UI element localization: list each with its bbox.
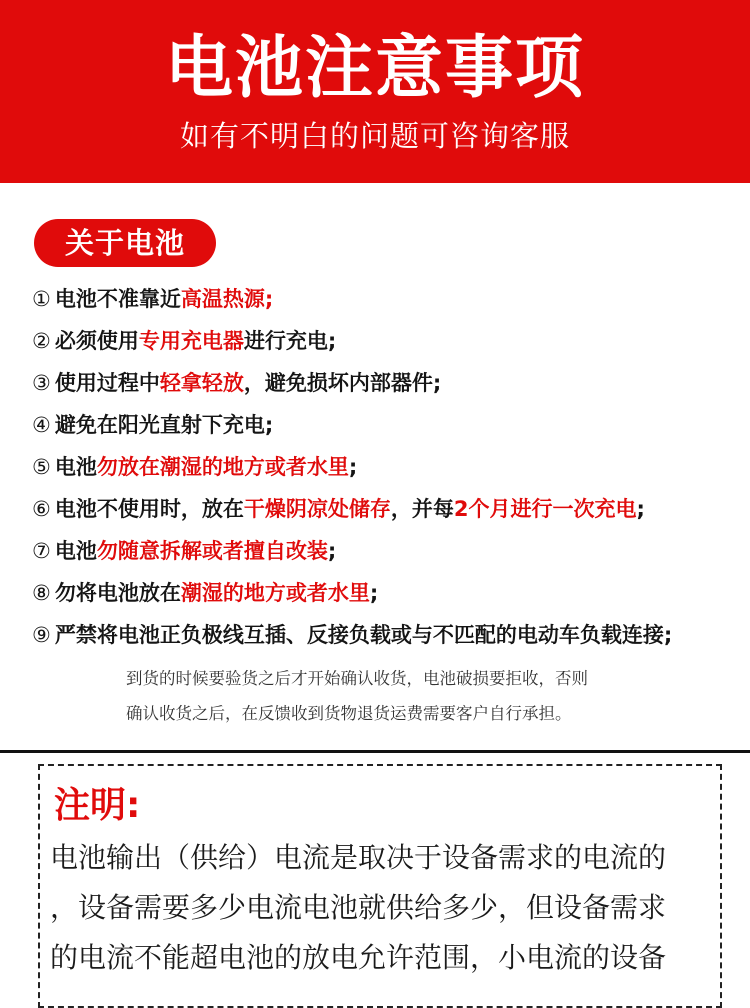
item-text: 电池不准靠近 [54,287,181,311]
list-item [32,325,336,357]
page-subtitle: 如有不明白的问题可咨询客服 [179,119,570,153]
item-text: ，避免损坏内部器件; [243,371,442,395]
list-item [32,577,378,609]
list-item [32,451,357,483]
item-highlight: 潮湿的地方或者水里 [180,581,370,605]
item-number: ③ [32,371,51,395]
item-number: ⑦ [32,539,51,563]
item-text: ; [327,539,337,563]
item-text: ; [369,581,379,605]
item-number: ⑥ [32,497,51,521]
header-banner [0,0,750,183]
item-text: ; [636,497,645,521]
item-highlight: 高温热源; [180,287,274,311]
list-item [32,619,672,651]
statement-title: 注明: [54,785,141,826]
item-text: 进行充电; [243,329,337,353]
statement-line: ，设备需要多少电流电池就供给多少，但设备需求 [50,891,667,924]
item-text: 严禁将电池正负极线互插、反接负载或与不匹配的电动车负载连接; [54,623,673,647]
item-number: ⑨ [32,623,51,647]
statement-line: 的电流不能超电池的放电允许范围，小电流的设备 [50,941,667,974]
item-highlight: 勿放在潮湿的地方或者水里 [96,455,349,479]
list-item [32,535,336,567]
page-title: 电池注意事项 [164,29,585,108]
note-line: 确认收货之后，在反馈收到货物退货运费需要客户自行承担。 [126,704,572,723]
list-item [32,493,645,525]
item-number: ④ [32,413,51,437]
item-text: 必须使用 [54,329,139,353]
item-highlight: 轻拿轻放 [159,371,244,395]
item-text: 电池不使用时，放在 [54,497,244,521]
item-text: 电池 [54,455,97,479]
section-divider [0,750,750,753]
item-highlight: 专用充电器 [138,329,244,353]
item-number: ⑤ [32,455,51,479]
item-number: ② [32,329,51,353]
item-text: 避免在阳光直射下充电; [54,413,274,437]
item-highlight: 勿随意拆解或者擅自改装 [96,539,328,563]
item-text: 电池 [54,539,97,563]
item-number: ① [32,287,51,311]
item-highlight: 干燥阴凉处储存 [243,497,391,521]
list-item [32,283,273,315]
list-item [32,367,441,399]
note-line: 到货的时候要验货之后才开始确认收货，电池破损要拒收，否则 [126,669,588,688]
item-text: ，并每 [390,497,454,521]
section-badge: 关于电池 [34,219,216,267]
item-text: 勿将电池放在 [54,581,181,605]
item-number: ⑧ [32,581,51,605]
statement-line: 电池输出（供给）电流是取决于设备需求的电流的 [50,841,667,874]
item-text: 使用过程中 [54,371,160,395]
item-highlight: 2个月进行一次充电 [453,497,637,521]
list-item [32,409,273,441]
item-text: ; [348,455,358,479]
